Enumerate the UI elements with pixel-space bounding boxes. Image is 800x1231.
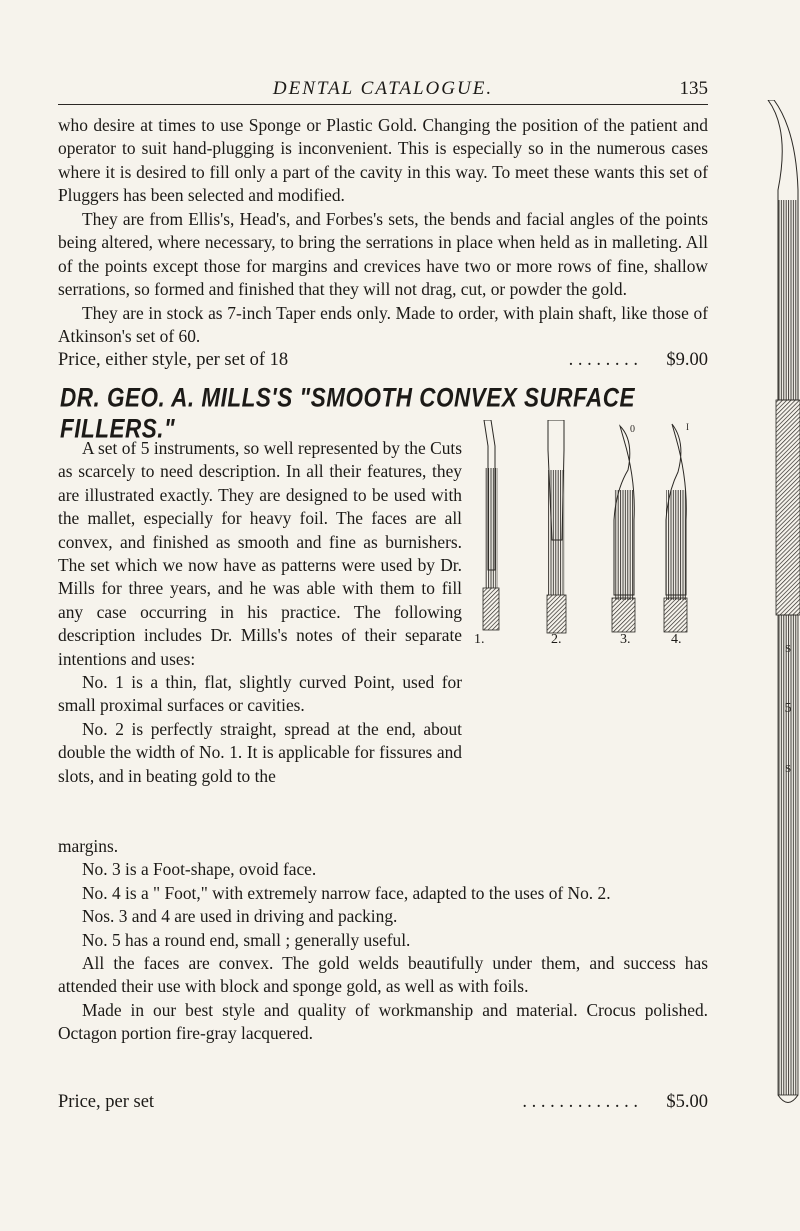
body-paragraph: No. 2 is perfectly straight, spread at the end, about double the width of No. 1. It is applicable for fissures and slots, and in beating gold to the — [58, 718, 462, 786]
price-label: Price, either style, per set of 18 — [58, 350, 294, 371]
section-body-wide — [58, 835, 708, 1046]
instrument-figure — [464, 420, 714, 650]
intro-paragraph: They are from Ellis's, Head's, and Forbes's sets, the bends and facial angles of the points being altered, where necessary, to bring the serrations in place when held as in malleting. All of the points except those for margins and crevices have two or more rows of fine, shallow serrations, so formed and finished that they will not drag, cut, or powder the gold. — [58, 209, 708, 300]
price-line — [58, 1092, 708, 1116]
body-paragraph: Nos. 3 and 4 are used in driving and packing. — [82, 906, 398, 927]
figure-label: 1. — [474, 632, 485, 647]
figure-label: 2. — [551, 632, 562, 647]
section-body-narrow — [58, 437, 462, 788]
price-value: $5.00 — [660, 1092, 708, 1113]
body-paragraph: No. 1 is a thin, flat, slightly curved Point, used for small proximal surfaces or cavities. — [58, 672, 462, 716]
instrument-4 — [664, 422, 689, 632]
svg-text:0: 0 — [630, 424, 635, 435]
price-line — [58, 350, 708, 374]
instrument-2 — [547, 420, 566, 633]
body-paragraph: No. 3 is a Foot-shape, ovoid face. — [82, 859, 317, 880]
svg-text:I: I — [686, 422, 689, 432]
body-paragraph: margins. — [58, 836, 119, 856]
edge-label: 5 — [784, 701, 792, 716]
price-value: $9.00 — [660, 350, 708, 371]
edge-instrument-illustration — [764, 100, 800, 1110]
body-paragraph: No. 4 is a " Foot," with extremely narrow face, adapted to the uses of No. 2. — [82, 882, 611, 903]
intro-paragraph: who desire at times to use Sponge or Plastic Gold. Changing the position of the patient and operator to suit hand-plugging is inconvenient. This is especially so in the numerous cases where it is desired to fill only a part of the cavity in this way. To meet these wants this set of Pluggers has been selected and modified. — [58, 115, 708, 206]
instrument-3 — [612, 424, 635, 632]
page-header — [58, 78, 708, 102]
intro-paragraph: They are in stock as 7-inch Taper ends only. Made to order, with plain shaft, like those of Atkinson's set of 60. — [58, 303, 708, 347]
body-paragraph: All the faces are convex. The gold welds beautifully under them, and success has attended their use with block and sponge gold, as well as with foils. — [58, 953, 708, 997]
figure-label: 4. — [671, 632, 682, 647]
section-heading: DR. GEO. A. MILLS'S "SMOOTH CONVEX SURFACE FILLERS." — [60, 383, 635, 444]
edge-label: S — [784, 643, 792, 655]
body-paragraph: Made in our best style and quality of workmanship and material. Crocus polished. Octagon portion fire-gray lacquered. — [58, 999, 708, 1044]
leader-dots: . . . . . . . . . . . . . — [522, 1092, 638, 1112]
figure-label: 3. — [620, 632, 631, 647]
body-paragraph: A set of 5 instruments, so well represented by the Cuts as scarcely to need description. In all their features, they are illustrated exactly. They are designed to be used with the mallet, especially for heavy foil. The faces are all convex, and finished as smooth and fine as burnishers. The set which we now have as patterns were used by Dr. Mills for three years, and he was able with them to fill any case occurring in his practice. The following description includes Dr. Mills's notes of their separate intentions and uses: — [58, 438, 462, 669]
page-number: 135 — [679, 78, 708, 99]
fillers-illustration — [464, 420, 714, 650]
header-rule — [58, 104, 708, 105]
price-label: Price, per set — [58, 1092, 160, 1113]
running-title: DENTAL CATALOGUE. — [272, 78, 494, 99]
body-paragraph: No. 5 has a round end, small ; generally useful. — [82, 929, 411, 950]
instrument-1 — [483, 420, 499, 630]
leader-dots: . . . . . . . . — [568, 350, 638, 370]
edge-label: S — [784, 763, 792, 775]
